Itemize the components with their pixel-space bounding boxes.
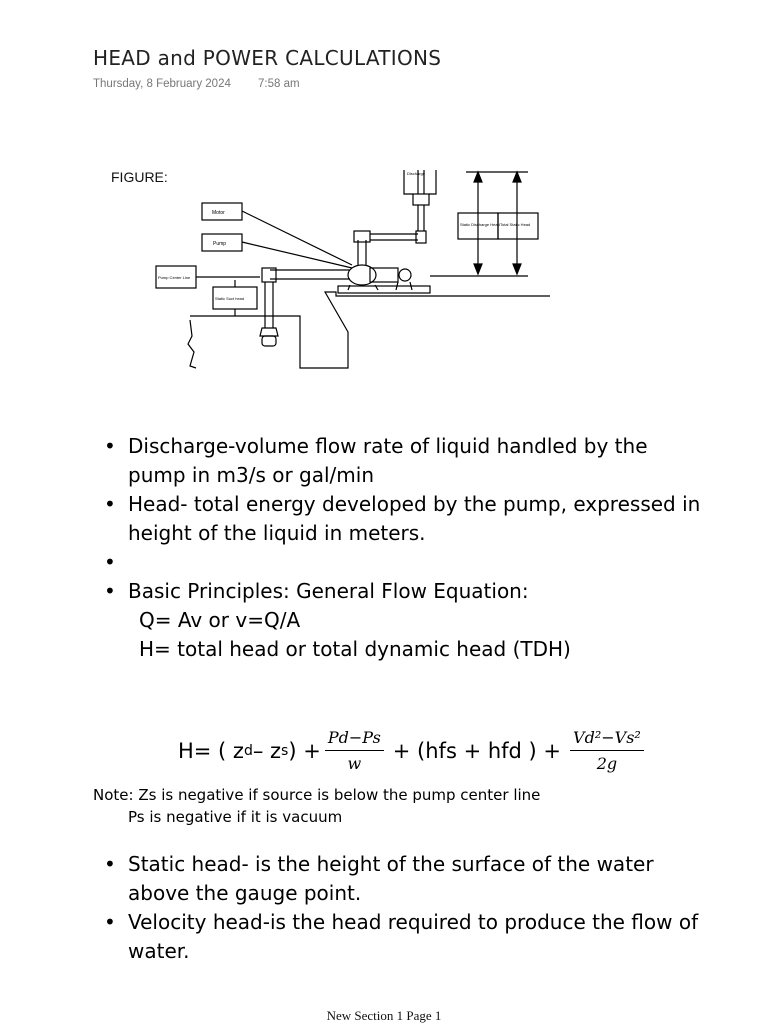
bullet-velocity-head: • Velocity head-is the head required to produce the flow of water. bbox=[104, 908, 704, 966]
page-date: Thursday, 8 February 2024 bbox=[93, 78, 231, 90]
bullet-basic-principles bbox=[104, 577, 704, 606]
figure-label-total-static-head: Total Static Head bbox=[500, 222, 531, 227]
pressure-head-numerator: Pd−Ps bbox=[325, 728, 384, 751]
velocity-head-fraction bbox=[570, 728, 644, 774]
total-head-formula bbox=[178, 728, 648, 774]
note-line-2: Ps is negative if it is vacuum bbox=[128, 808, 343, 826]
figure-label-discharge: Discharge bbox=[407, 171, 426, 176]
page-title: HEAD and POWER CALCULATIONS bbox=[93, 46, 442, 70]
basic-principles-text: Basic Principles: General Flow Equation: bbox=[128, 579, 529, 603]
bullet-static-head: • Static head- is the height of the surface of the water above the gauge point. bbox=[104, 850, 704, 908]
formula-middle: + (hfs + hfd ) + bbox=[392, 739, 562, 763]
bullet-list-definitions bbox=[104, 432, 704, 664]
bullet-discharge: • Discharge-volume flow rate of liquid handled by the pump in m3/s or gal/min bbox=[104, 432, 704, 490]
flow-equation-line-2: H= total head or total dynamic head (TDH) bbox=[139, 637, 571, 661]
flow-equation-line-1: Q= Av or v=Q/A bbox=[139, 608, 301, 632]
pressure-head-fraction bbox=[325, 728, 384, 774]
formula-zs-sub: s bbox=[281, 743, 289, 759]
bullet-head: • Head- total energy developed by the pump, expressed in height of the liquid in meters. bbox=[104, 490, 704, 548]
page-footer: New Section 1 Page 1 bbox=[326, 1008, 442, 1023]
figure-label: FIGURE: bbox=[111, 169, 168, 185]
formula-minus: – z bbox=[252, 739, 282, 763]
velocity-head-denominator: 2g bbox=[596, 754, 618, 773]
formula-lhs: H= ( z bbox=[178, 739, 244, 763]
page-time: 7:58 am bbox=[258, 78, 300, 90]
figure-label-motor: Motor bbox=[212, 210, 225, 216]
pump-system-figure bbox=[150, 162, 550, 377]
pressure-head-denominator: w bbox=[347, 754, 362, 773]
bullet-list-heads bbox=[104, 850, 704, 966]
figure-label-pump: Pump bbox=[213, 241, 227, 247]
velocity-head-numerator: Vd²−Vs² bbox=[570, 728, 644, 751]
formula-close: ) + bbox=[288, 739, 321, 763]
formula-zd-sub: d bbox=[243, 743, 253, 759]
note-block bbox=[93, 784, 540, 828]
figure-label-static-discharge-head: Static Discharge Head bbox=[460, 222, 500, 227]
bullet-empty bbox=[104, 548, 704, 577]
figure-label-static-suct-head: Static Suct head bbox=[215, 296, 245, 301]
figure-label-pump-center-line: Pump Center Line bbox=[158, 275, 191, 280]
note-line-1: Note: Zs is negative if source is below the pump center line bbox=[93, 786, 541, 804]
